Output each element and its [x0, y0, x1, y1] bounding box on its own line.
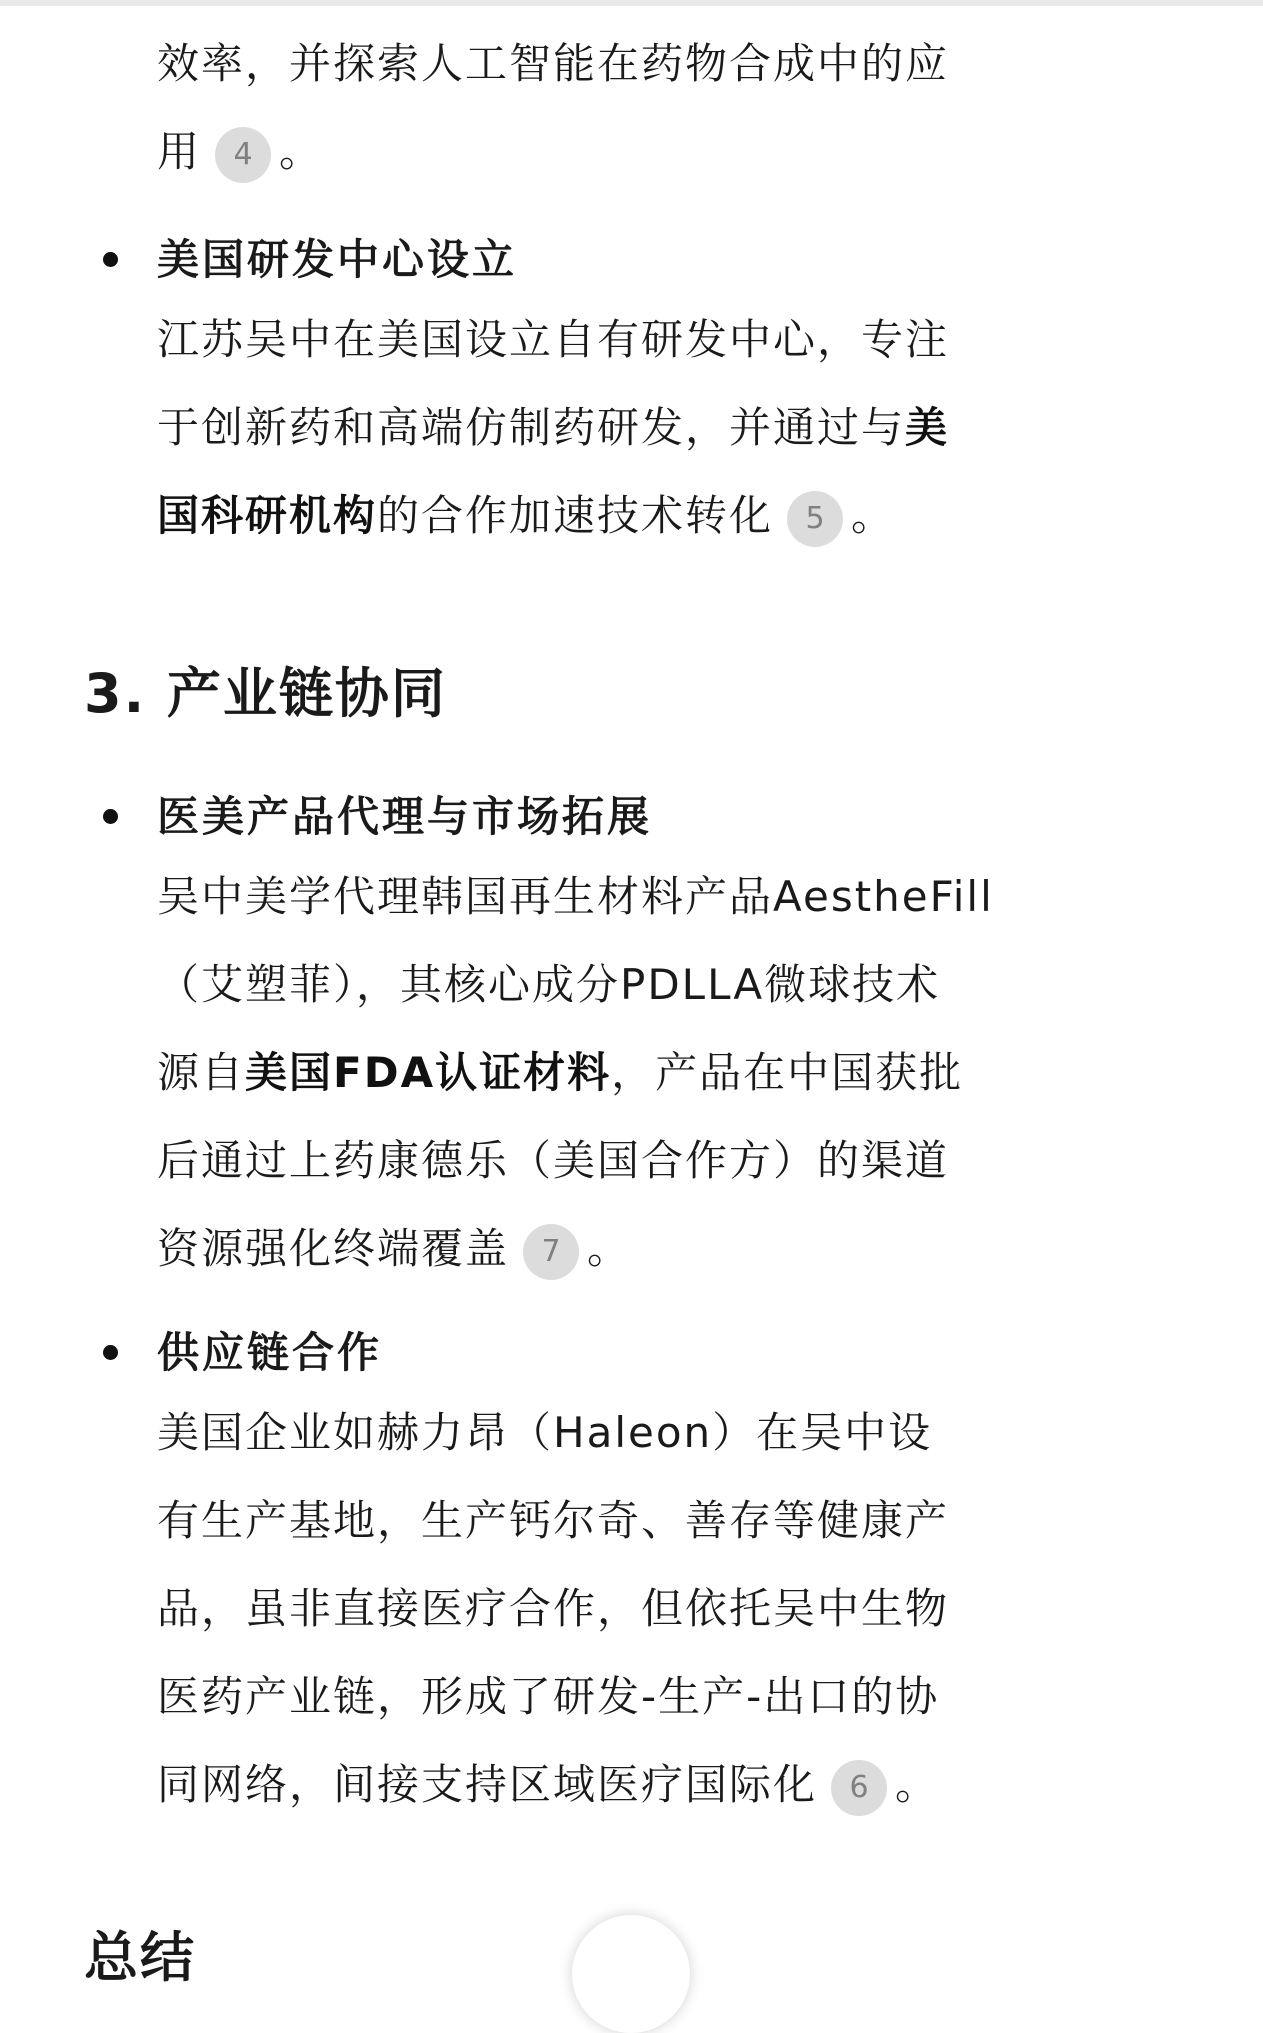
- bullet-dot: [103, 252, 118, 267]
- list-item: [157, 224, 1167, 560]
- bullet-body: [157, 853, 1167, 1293]
- text-line: 江苏吴中在美国设立自有研发中心，专注: [157, 315, 950, 364]
- text-line: 后通过上药康德乐（美国合作方）的渠道: [157, 1136, 950, 1185]
- bullet-body: [157, 296, 1167, 560]
- text-line: 源自美国FDA认证材料，产品在中国获批: [157, 1048, 964, 1097]
- list-item: [157, 1317, 1167, 1829]
- section-heading: 总结: [84, 1926, 196, 1989]
- paragraph-line: [157, 20, 949, 108]
- citation-badge[interactable]: 5: [787, 491, 843, 547]
- text-line: 品，虽非直接医疗合作，但依托吴中生物: [157, 1584, 950, 1633]
- punctuation: 。: [279, 127, 324, 176]
- text-line: 医药产业链，形成了研发-生产-出口的协: [157, 1672, 940, 1721]
- bullet-dot: [103, 1345, 118, 1360]
- citation-badge[interactable]: 6: [831, 1760, 887, 1816]
- list-item: [157, 781, 1167, 1293]
- text-line: 国科研机构的合作加速技术转化 5 。: [157, 472, 1167, 560]
- section-heading: 3. 产业链协同: [84, 662, 447, 725]
- bullet-dot: [103, 809, 118, 824]
- text-line: 吴中美学代理韩国再生材料产品AestheFill: [157, 872, 994, 921]
- text-line: 美国企业如赫力昂（Haleon）在吴中设: [157, 1408, 933, 1457]
- bullet-title: 医美产品代理与市场拓展: [157, 792, 653, 841]
- text-line: 同网络，间接支持区域医疗国际化 6 。: [157, 1741, 1167, 1829]
- bullet-title: 美国研发中心设立: [157, 235, 518, 284]
- citation-badge[interactable]: 7: [523, 1224, 579, 1280]
- text-line: 资源强化终端覆盖 7 。: [157, 1205, 1167, 1293]
- text-line: 于创新药和高端仿制药研发，并通过与美: [157, 403, 950, 452]
- paragraph-line: [157, 108, 323, 196]
- text-line: 用: [157, 127, 202, 176]
- scroll-to-bottom-button[interactable]: [572, 1915, 690, 2033]
- bullet-body: [157, 1389, 1167, 1829]
- text-line: （艾塑菲），其核心成分PDLLA微球技术: [157, 960, 941, 1009]
- top-divider: [0, 0, 1263, 6]
- text-line: 有生产基地，生产钙尔奇、善存等健康产: [157, 1496, 950, 1545]
- text-line: 效率，并探索人工智能在药物合成中的应: [157, 39, 950, 88]
- bullet-title: 供应链合作: [157, 1328, 383, 1377]
- citation-badge[interactable]: 4: [215, 127, 271, 183]
